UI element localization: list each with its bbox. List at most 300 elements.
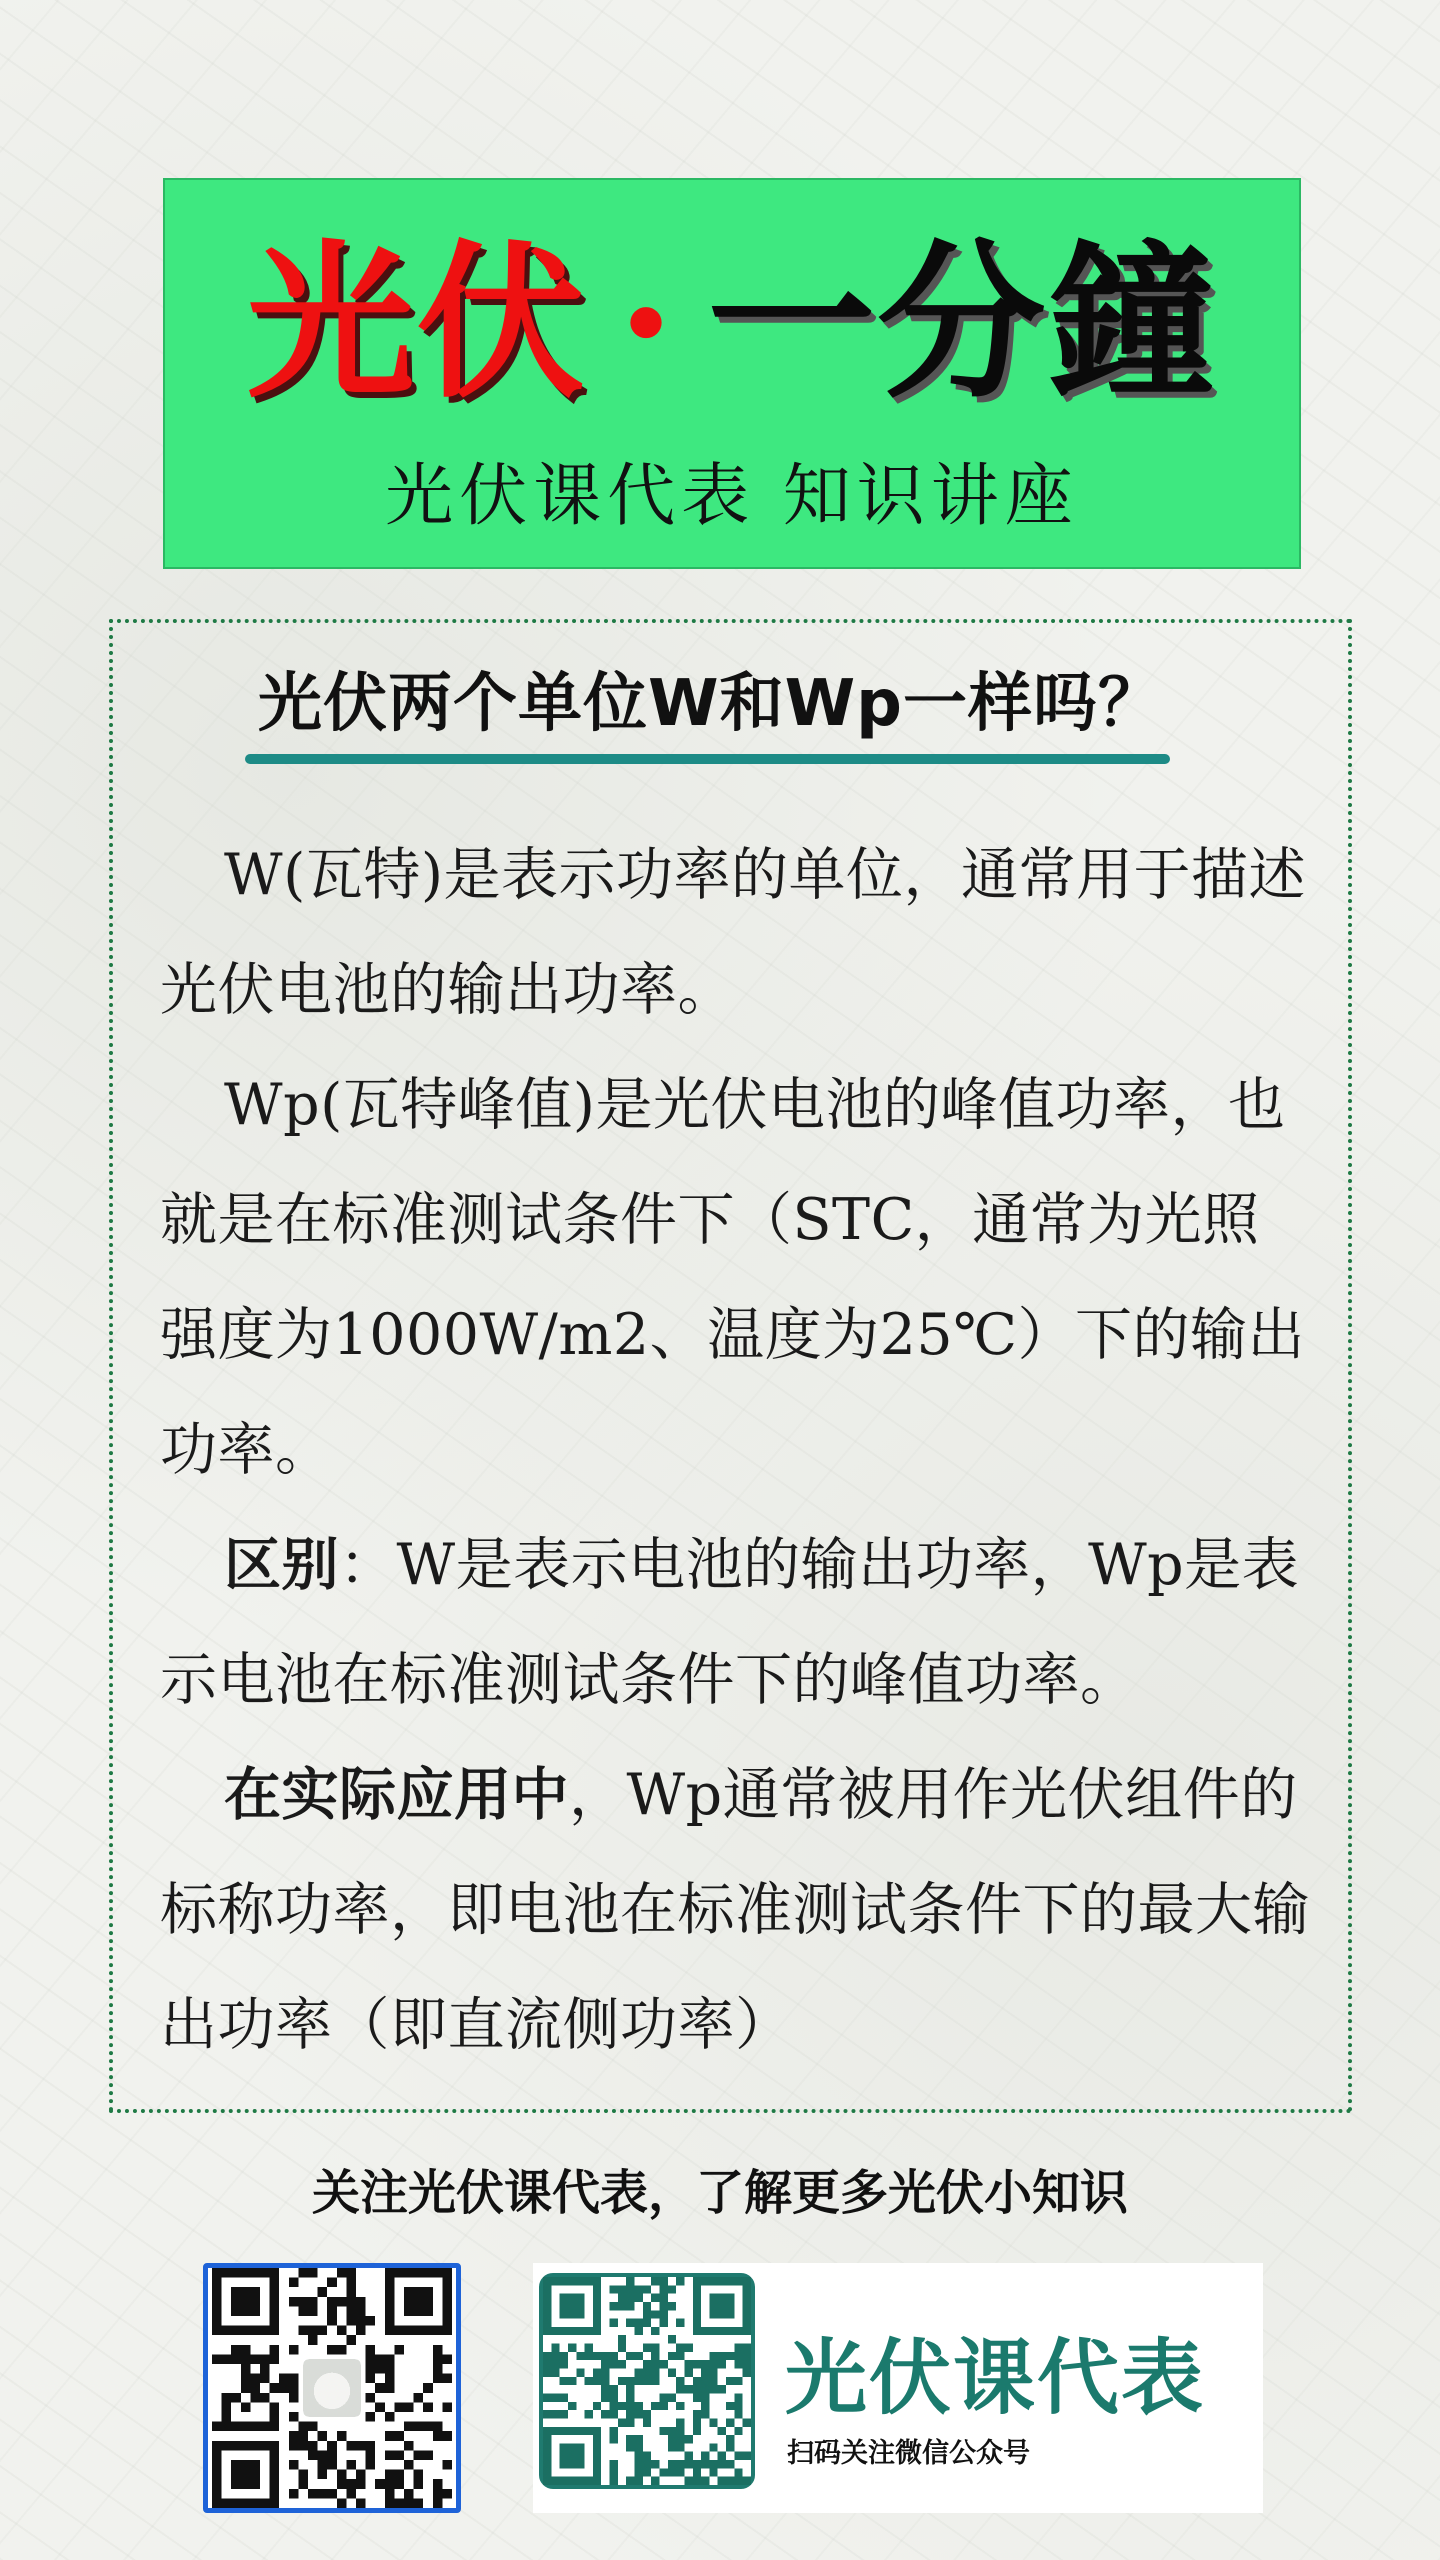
paragraph-3: [160, 1508, 1310, 1738]
qr-module: [635, 2443, 643, 2451]
qr-module: [610, 2285, 618, 2293]
qr-module: [593, 2377, 601, 2385]
qr-module: [651, 2344, 659, 2352]
qr-module: [676, 2344, 684, 2352]
qr-module: [551, 2369, 559, 2377]
qr-module: [241, 2364, 251, 2374]
qr-module: [635, 2294, 643, 2302]
qr-module: [618, 2402, 626, 2410]
qr-module: [270, 2402, 280, 2412]
qr-module: [668, 2460, 676, 2468]
qr-module: [668, 2352, 676, 2360]
qr-module: [404, 2422, 414, 2432]
qr-module: [693, 2460, 701, 2468]
qr-module: [385, 2479, 395, 2489]
qr-module: [709, 2385, 717, 2393]
qr-module: [643, 2377, 651, 2385]
qr-module: [308, 2335, 318, 2345]
qr-module: [676, 2402, 684, 2410]
qr-module: [442, 2402, 452, 2412]
qr-module: [298, 2297, 308, 2307]
qr-module: [601, 2410, 609, 2418]
qr-module: [366, 2393, 376, 2403]
qr-module: [718, 2477, 726, 2485]
qr-module: [626, 2352, 634, 2360]
qr-module: [346, 2489, 356, 2499]
qr-module: [743, 2352, 751, 2360]
qr-module: [601, 2377, 609, 2385]
qr-module: [250, 2383, 260, 2393]
qr-module: [676, 2443, 684, 2451]
qr-module: [337, 2470, 347, 2480]
qr-module: [346, 2335, 356, 2345]
qr-module: [270, 2345, 280, 2355]
qr-module: [385, 2354, 395, 2364]
qr-module: [684, 2452, 692, 2460]
qr-module: [684, 2460, 692, 2468]
qr-module: [298, 2268, 308, 2278]
qr-module: [601, 2352, 609, 2360]
qr-module: [635, 2468, 643, 2476]
qr-module: [718, 2360, 726, 2368]
qr-module: [693, 2360, 701, 2368]
qr-module: [346, 2316, 356, 2326]
qr-module: [610, 2302, 618, 2310]
qr-module: [635, 2402, 643, 2410]
qr-module: [734, 2410, 742, 2418]
qr-module: [260, 2364, 270, 2374]
qr-module: [289, 2393, 299, 2403]
qr-module: [668, 2285, 676, 2293]
qr-module: [433, 2354, 443, 2364]
qr-module: [626, 2402, 634, 2410]
qr-module: [318, 2450, 328, 2460]
qr-module: [404, 2441, 414, 2451]
qr-module: [560, 2352, 568, 2360]
qr-module: [385, 2412, 395, 2422]
qr-module: [260, 2393, 270, 2403]
qr-module: [693, 2418, 701, 2426]
qr-module: [366, 2316, 376, 2326]
qr-module: [734, 2427, 742, 2435]
qr-module: [659, 2402, 667, 2410]
qr-module: [676, 2435, 684, 2443]
qr-module: [610, 2460, 618, 2468]
qr-module: [366, 2412, 376, 2422]
qr-module: [260, 2374, 270, 2384]
qr-module: [643, 2285, 651, 2293]
header-banner: [163, 178, 1301, 569]
qr-module: [743, 2344, 751, 2352]
qr-module: [356, 2470, 366, 2480]
qr-module: [659, 2285, 667, 2293]
qr-module: [626, 2443, 634, 2451]
qr-module: [668, 2335, 676, 2343]
qr-module: [404, 2402, 414, 2412]
qr-module: [701, 2360, 709, 2368]
header-title-part2: 一分鐘: [707, 223, 1218, 421]
qr-module: [414, 2470, 424, 2480]
qr-module: [394, 2470, 404, 2480]
qr-module: [318, 2326, 328, 2336]
qr-module: [308, 2422, 318, 2432]
qr-module: [423, 2383, 433, 2393]
qr-module: [327, 2306, 337, 2316]
qr-module: [433, 2364, 443, 2374]
qr-module: [643, 2360, 651, 2368]
qr-module: [356, 2326, 366, 2336]
qr-module: [635, 2410, 643, 2418]
qr-module: [643, 2302, 651, 2310]
qr-module: [394, 2498, 404, 2508]
qr-module: [701, 2460, 709, 2468]
qr-module: [618, 2285, 626, 2293]
qr-module: [260, 2354, 270, 2364]
qr-module: [651, 2369, 659, 2377]
qr-module: [743, 2452, 751, 2460]
question-title: 光伏两个单位W和Wp一样吗？: [258, 667, 1163, 741]
qr-finder: [560, 2443, 585, 2468]
qr-module: [385, 2383, 395, 2393]
qr-module: [385, 2498, 395, 2508]
qr-module: [318, 2489, 328, 2499]
qr-module: [718, 2460, 726, 2468]
qr-module: [651, 2277, 659, 2285]
qr-code-icon[interactable]: [539, 2273, 755, 2489]
qr-module: [366, 2354, 376, 2364]
qr-module: [543, 2369, 551, 2377]
qr-module: [394, 2479, 404, 2489]
qr-module: [298, 2431, 308, 2441]
qr-module: [231, 2354, 241, 2364]
qr-module: [346, 2297, 356, 2307]
qr-module: [337, 2268, 347, 2278]
qr-module: [241, 2345, 251, 2355]
qr-module: [643, 2460, 651, 2468]
qr-module: [635, 2369, 643, 2377]
qr-module: [375, 2479, 385, 2489]
qr-module: [684, 2435, 692, 2443]
qr-module: [308, 2297, 318, 2307]
qr-module: [222, 2354, 232, 2364]
qr-module: [676, 2319, 684, 2327]
qr-module: [279, 2374, 289, 2384]
qr-module: [693, 2468, 701, 2476]
header-title: [165, 223, 1299, 421]
qr-module: [643, 2319, 651, 2327]
qr-module: [709, 2377, 717, 2385]
qr-module: [610, 2393, 618, 2401]
qr-module: [289, 2345, 299, 2355]
qr-module: [375, 2383, 385, 2393]
qr-module: [684, 2344, 692, 2352]
qr-module: [366, 2374, 376, 2384]
qr-module: [701, 2410, 709, 2418]
qr-module: [610, 2427, 618, 2435]
qr-module: [635, 2319, 643, 2327]
qr-module: [433, 2345, 443, 2355]
qr-module: [734, 2393, 742, 2401]
qr-module: [222, 2393, 232, 2403]
qr-module: [568, 2402, 576, 2410]
qr-module: [385, 2489, 395, 2499]
qr-module: [366, 2364, 376, 2374]
qr-module: [346, 2268, 356, 2278]
qr-module: [643, 2418, 651, 2426]
qr-module: [651, 2402, 659, 2410]
qr-module: [404, 2498, 414, 2508]
qr-module: [543, 2410, 551, 2418]
qr-module: [601, 2360, 609, 2368]
qr-module: [212, 2422, 222, 2432]
qr-module: [709, 2460, 717, 2468]
qr-module: [298, 2441, 308, 2451]
brand-subtitle: 扫码关注微信公众号: [787, 2438, 1030, 2469]
qr-module: [684, 2360, 692, 2368]
qr-module: [241, 2354, 251, 2364]
qr-module: [693, 2410, 701, 2418]
qr-module: [643, 2452, 651, 2460]
qr-module: [626, 2385, 634, 2393]
qr-module: [289, 2441, 299, 2451]
qr-module: [668, 2443, 676, 2451]
qr-module: [346, 2278, 356, 2288]
qr-module: [327, 2441, 337, 2451]
qr-module: [668, 2427, 676, 2435]
qr-module: [366, 2450, 376, 2460]
qr-module: [289, 2278, 299, 2288]
qr-module: [327, 2297, 337, 2307]
qr-module: [327, 2316, 337, 2326]
qr-module: [676, 2385, 684, 2393]
qr-module: [701, 2452, 709, 2460]
qr-module: [601, 2369, 609, 2377]
qr-module: [298, 2479, 308, 2489]
qr-module: [366, 2460, 376, 2470]
qr-module: [610, 2360, 618, 2368]
qr-module: [231, 2345, 241, 2355]
qr-module: [442, 2460, 452, 2470]
qr-module: [585, 2377, 593, 2385]
qr-module: [626, 2377, 634, 2385]
qr-module: [726, 2352, 734, 2360]
qr-module: [668, 2393, 676, 2401]
qr-module: [318, 2460, 328, 2470]
qr-module: [610, 2468, 618, 2476]
brand-name: 光伏课代表: [785, 2331, 1206, 2426]
qr-module: [643, 2468, 651, 2476]
qr-module: [241, 2402, 251, 2412]
qr-module: [551, 2344, 559, 2352]
official-account-card[interactable]: [533, 2263, 1263, 2513]
qr-module: [394, 2402, 404, 2412]
qr-module: [635, 2460, 643, 2468]
qr-module: [610, 2410, 618, 2418]
qr-module: [676, 2427, 684, 2435]
qr-module: [651, 2477, 659, 2485]
qr-module: [404, 2460, 414, 2470]
qr-module: [385, 2450, 395, 2460]
qr-module: [433, 2479, 443, 2489]
qr-module: [394, 2450, 404, 2460]
qr-module: [651, 2327, 659, 2335]
qr-module: [610, 2319, 618, 2327]
qr-module: [423, 2402, 433, 2412]
qr-module: [610, 2435, 618, 2443]
qr-module: [701, 2402, 709, 2410]
qr-module: [626, 2393, 634, 2401]
qr-module: [543, 2360, 551, 2368]
qr-module: [375, 2364, 385, 2374]
qr-module: [423, 2422, 433, 2432]
qr-module: [385, 2374, 395, 2384]
qr-module: [626, 2418, 634, 2426]
qr-module: [676, 2418, 684, 2426]
qr-finder: [404, 2287, 433, 2316]
qr-module: [576, 2369, 584, 2377]
qr-module: [231, 2393, 241, 2403]
qr-module: [212, 2354, 222, 2364]
qr-module: [404, 2489, 414, 2499]
qr-module: [289, 2489, 299, 2499]
qr-module: [668, 2468, 676, 2476]
paragraph-4-text: ，Wp通常被用作光伏组件的标称功率，即电池在标准测试条件下的最大输出功率（即直流侧功率）: [160, 1762, 1310, 2058]
qr-module: [626, 2277, 634, 2285]
qr-module: [298, 2306, 308, 2316]
qr-module: [289, 2412, 299, 2422]
qr-module: [543, 2393, 551, 2401]
title-underline: [245, 754, 1170, 764]
qr-module: [693, 2427, 701, 2435]
qr-module: [659, 2294, 667, 2302]
qr-module: [676, 2352, 684, 2360]
qr-module: [337, 2431, 347, 2441]
qr-module: [289, 2383, 299, 2393]
qr-module: [327, 2278, 337, 2288]
qr-module: [618, 2360, 626, 2368]
qr-module: [551, 2393, 559, 2401]
qr-module: [709, 2443, 717, 2451]
qr-code-icon[interactable]: [203, 2263, 461, 2513]
qr-module: [560, 2377, 568, 2385]
qr-module: [250, 2422, 260, 2432]
qr-module: [626, 2410, 634, 2418]
qr-module: [709, 2352, 717, 2360]
qr-module: [668, 2369, 676, 2377]
qr-module: [684, 2477, 692, 2485]
qr-module: [308, 2441, 318, 2451]
qr-module: [676, 2460, 684, 2468]
qr-module: [337, 2479, 347, 2489]
qr-module: [551, 2360, 559, 2368]
qr-module: [270, 2354, 280, 2364]
qr-module: [385, 2431, 395, 2441]
qr-module: [601, 2385, 609, 2393]
qr-finder: [231, 2460, 260, 2489]
qr-module: [337, 2326, 347, 2336]
qr-module: [659, 2319, 667, 2327]
qr-module: [684, 2369, 692, 2377]
qr-module: [709, 2418, 717, 2426]
qr-module: [289, 2460, 299, 2470]
qr-module: [651, 2310, 659, 2318]
qr-module: [346, 2306, 356, 2316]
qr-module: [385, 2470, 395, 2480]
qr-module: [610, 2402, 618, 2410]
qr-module: [618, 2377, 626, 2385]
qr-module: [414, 2498, 424, 2508]
qr-module: [726, 2477, 734, 2485]
qr-module: [734, 2452, 742, 2460]
qr-module: [222, 2412, 232, 2422]
qr-module: [270, 2422, 280, 2432]
qr-module: [337, 2297, 347, 2307]
qr-module: [298, 2326, 308, 2336]
qr-module: [593, 2352, 601, 2360]
qr-module: [433, 2498, 443, 2508]
avatar-figure: [314, 2373, 350, 2409]
qr-module: [308, 2326, 318, 2336]
qr-module: [701, 2393, 709, 2401]
qr-module: [260, 2422, 270, 2432]
qr-module: [659, 2468, 667, 2476]
paragraph-3-bold: 区别: [224, 1532, 339, 1598]
qr-module: [560, 2360, 568, 2368]
qr-module: [626, 2435, 634, 2443]
qr-module: [635, 2327, 643, 2335]
qr-module: [585, 2344, 593, 2352]
qr-module: [618, 2335, 626, 2343]
qr-module: [643, 2369, 651, 2377]
qr-module: [560, 2393, 568, 2401]
qr-module: [684, 2385, 692, 2393]
qr-module: [346, 2287, 356, 2297]
qr-module: [222, 2422, 232, 2432]
qr-module: [318, 2431, 328, 2441]
qr-module: [668, 2435, 676, 2443]
qr-module: [643, 2310, 651, 2318]
qr-module: [543, 2352, 551, 2360]
qr-finder: [709, 2294, 734, 2319]
qr-module: [734, 2377, 742, 2385]
qr-module: [610, 2477, 618, 2485]
qr-module: [346, 2479, 356, 2489]
qr-module: [618, 2302, 626, 2310]
qr-module: [250, 2354, 260, 2364]
qr-module: [709, 2369, 717, 2377]
qr-module: [701, 2369, 709, 2377]
qr-module: [651, 2377, 659, 2385]
qr-personal-graphic: [208, 2268, 456, 2508]
qr-module: [643, 2410, 651, 2418]
qr-module: [718, 2352, 726, 2360]
qr-module: [270, 2412, 280, 2422]
qr-module: [593, 2402, 601, 2410]
qr-module: [626, 2302, 634, 2310]
qr-module: [718, 2427, 726, 2435]
qr-module: [726, 2435, 734, 2443]
qr-module: [356, 2479, 366, 2489]
qr-module: [298, 2470, 308, 2480]
qr-module: [709, 2468, 717, 2476]
qr-module: [635, 2285, 643, 2293]
qr-module: [356, 2316, 366, 2326]
qr-module: [701, 2377, 709, 2385]
qr-module: [701, 2385, 709, 2393]
qr-module: [327, 2345, 337, 2355]
qr-module: [385, 2364, 395, 2374]
qr-module: [576, 2352, 584, 2360]
